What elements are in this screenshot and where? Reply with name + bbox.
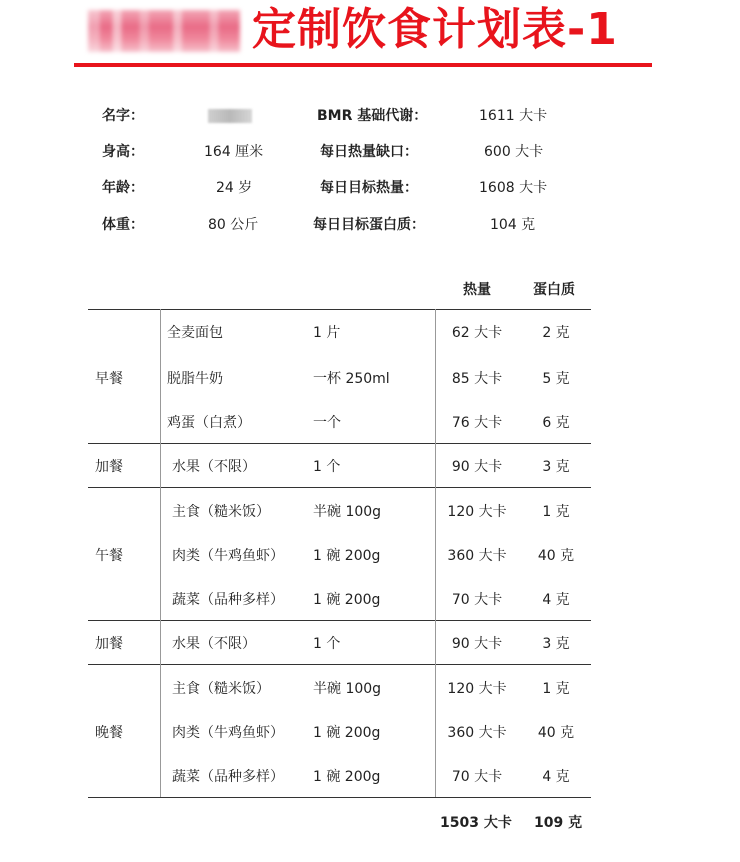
- column-header-kcal: 热量: [463, 282, 491, 298]
- weight-label: 体重：: [102, 217, 144, 233]
- food-cell: 水果（不限）: [172, 459, 256, 475]
- redacted-name: [208, 109, 252, 123]
- bmr-value: 1611 大卡: [479, 108, 548, 124]
- protein-cell: 5 克: [542, 371, 570, 387]
- deficit-value: 600 大卡: [484, 144, 544, 160]
- height-label: 身高：: [102, 144, 144, 160]
- kcal-cell: 76 大卡: [451, 415, 503, 431]
- table-bottom-rule: [88, 797, 591, 798]
- protein-cell: 4 克: [542, 769, 570, 785]
- bmr-label: BMR 基础代谢：: [317, 108, 428, 124]
- meal-label-lunch: 午餐: [95, 548, 123, 564]
- amount-cell: 1 片: [313, 325, 341, 341]
- weight-value: 80 公斤: [208, 217, 259, 233]
- protein-cell: 40 克: [537, 725, 575, 741]
- protein-cell: 1 克: [542, 681, 570, 697]
- protein-cell: 3 克: [542, 459, 570, 475]
- protein-cell: 4 克: [542, 592, 570, 608]
- title-underline: [74, 63, 652, 67]
- food-cell: 肉类（牛鸡鱼虾）: [172, 725, 284, 741]
- deficit-label: 每日热量缺口：: [320, 144, 418, 160]
- meal-label-dinner: 晚餐: [95, 725, 123, 741]
- kcal-cell: 62 大卡: [451, 325, 503, 341]
- protein-cell: 1 克: [542, 504, 570, 520]
- food-cell: 蔬菜（品种多样）: [172, 769, 284, 785]
- header: [0, 0, 740, 70]
- target-protein-value: 104 克: [490, 217, 536, 233]
- food-cell: 全麦面包: [167, 325, 223, 341]
- total-kcal: 1503 大卡: [440, 815, 512, 831]
- meal-label-snack: 加餐: [95, 459, 123, 475]
- amount-cell: 一个: [313, 415, 341, 431]
- kcal-cell: 90 大卡: [451, 636, 503, 652]
- redacted-logo: [88, 10, 240, 52]
- amount-cell: 一杯 250ml: [313, 371, 390, 387]
- column-divider: [160, 309, 161, 797]
- target-kcal-label: 每日目标热量：: [320, 180, 418, 196]
- name-label: 名字：: [102, 108, 144, 124]
- protein-cell: 6 克: [542, 415, 570, 431]
- amount-cell: 半碗 100g: [313, 681, 382, 697]
- amount-cell: 1 碗 200g: [313, 769, 381, 785]
- protein-cell: 2 克: [542, 325, 570, 341]
- row-divider: [88, 443, 591, 444]
- kcal-cell: 120 大卡: [447, 504, 507, 520]
- kcal-cell: 70 大卡: [451, 769, 503, 785]
- food-cell: 脱脂牛奶: [167, 371, 223, 387]
- amount-cell: 1 碗 200g: [313, 592, 381, 608]
- amount-cell: 1 个: [313, 459, 341, 475]
- target-kcal-value: 1608 大卡: [479, 180, 548, 196]
- kcal-cell: 90 大卡: [451, 459, 503, 475]
- table-top-rule: [88, 309, 591, 310]
- column-header-protein: 蛋白质: [533, 282, 575, 298]
- age-label: 年龄：: [102, 180, 144, 196]
- kcal-cell: 120 大卡: [447, 681, 507, 697]
- protein-cell: 40 克: [537, 548, 575, 564]
- kcal-cell: 360 大卡: [447, 548, 507, 564]
- food-cell: 肉类（牛鸡鱼虾）: [172, 548, 284, 564]
- food-cell: 蔬菜（品种多样）: [172, 592, 284, 608]
- height-value: 164 厘米: [204, 144, 264, 160]
- target-protein-label: 每日目标蛋白质：: [313, 217, 425, 233]
- food-cell: 主食（糙米饭）: [172, 681, 270, 697]
- meal-label-breakfast: 早餐: [95, 371, 123, 387]
- protein-cell: 3 克: [542, 636, 570, 652]
- page-title: 定制饮食计划表-1: [252, 4, 618, 55]
- amount-cell: 1 碗 200g: [313, 725, 381, 741]
- amount-cell: 半碗 100g: [313, 504, 382, 520]
- kcal-cell: 85 大卡: [451, 371, 503, 387]
- total-protein: 109 克: [534, 815, 583, 831]
- food-cell: 主食（糙米饭）: [172, 504, 270, 520]
- meal-label-snack: 加餐: [95, 636, 123, 652]
- kcal-cell: 70 大卡: [451, 592, 503, 608]
- amount-cell: 1 碗 200g: [313, 548, 381, 564]
- age-value: 24 岁: [216, 180, 253, 196]
- row-divider: [88, 620, 591, 621]
- food-cell: 水果（不限）: [172, 636, 256, 652]
- row-divider: [88, 487, 591, 488]
- amount-cell: 1 个: [313, 636, 341, 652]
- food-cell: 鸡蛋（白煮）: [167, 415, 251, 431]
- row-divider: [88, 664, 591, 665]
- kcal-cell: 360 大卡: [447, 725, 507, 741]
